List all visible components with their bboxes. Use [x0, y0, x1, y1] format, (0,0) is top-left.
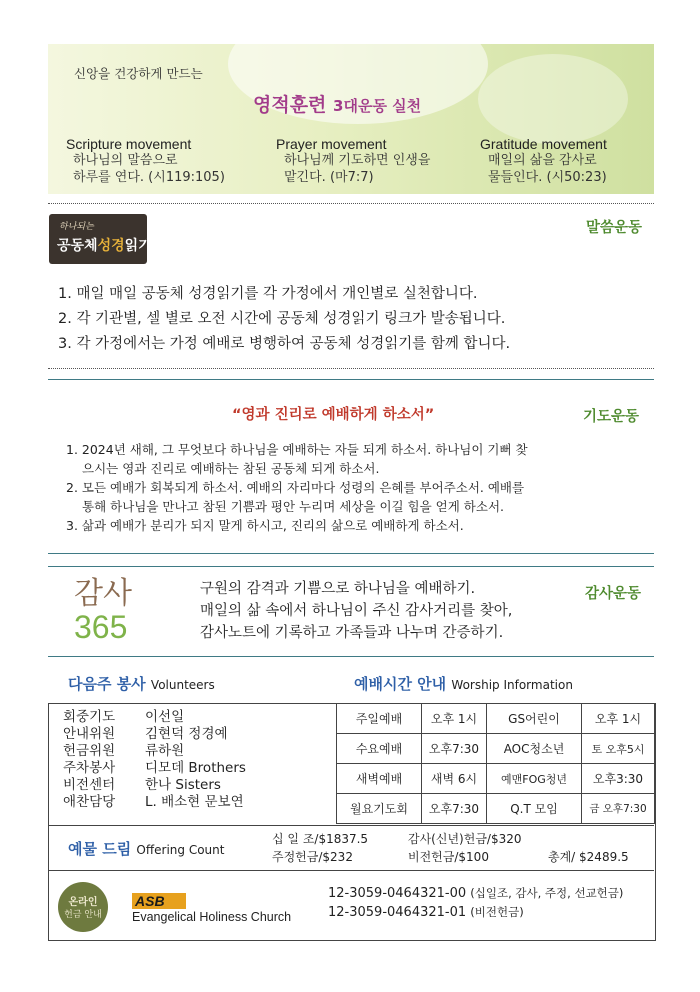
movement-title: Prayer movement [276, 136, 387, 152]
section-divider [48, 566, 654, 567]
prayer-quote: “영과 진리로 예배하게 하소서” [232, 407, 435, 423]
volunteer-role: 비전센터 [63, 777, 116, 793]
list-item-continued: 으시는 영과 진리로 예배하는 참된 공동체 되게 하소서. [82, 461, 380, 476]
list-item: 2. 각 기관별, 셀 별로 오전 시간에 공동체 성경읽기 링크가 발송됩니다. [58, 311, 506, 327]
bank-accounts [328, 884, 623, 922]
list-item-continued: 통해 하나님을 만나고 참된 기쁨과 평안 누리며 세상을 이길 힘을 얻게 하소서. [82, 499, 505, 514]
volunteer-name: 한나 Sisters [145, 777, 221, 793]
volunteers-list [63, 709, 333, 811]
table-cell: 새벽 6시 [422, 764, 487, 794]
logo-word: 공동체 [57, 238, 98, 254]
offering-tithe: 십 일 조/$1837.5 [272, 832, 369, 846]
account-row [328, 884, 623, 903]
offering-total: 총계/ $2489.5 [548, 850, 629, 864]
banner-title-main: 영적훈련 [253, 94, 327, 116]
volunteer-role: 애찬담당 [63, 794, 116, 810]
table-cell: 오후3:30 [582, 764, 655, 794]
badge-line: 온라인 [68, 897, 98, 908]
volunteer-name: 류하원 [145, 743, 185, 759]
heading-text: 다음주 봉사 [68, 675, 146, 693]
movement-line: 매일의 삶을 감사로 [488, 153, 597, 168]
movement-line: 맡긴다. (마7:7) [284, 170, 374, 185]
table-cell: 주일예배 [337, 704, 422, 734]
volunteer-role: 안내위원 [63, 726, 116, 742]
scripture-list [58, 282, 658, 357]
heading-english: Worship Information [451, 678, 573, 692]
table-row [337, 794, 655, 824]
gratitude-movement [480, 136, 652, 186]
asb-logo [132, 893, 186, 909]
offering-weekly: 주정헌금/$232 [272, 850, 353, 864]
prayer-movement [276, 136, 476, 186]
offering-line [272, 830, 652, 848]
table-cell: 금 오후7:30 [582, 794, 655, 824]
church-name: Evangelical Holiness Church [132, 910, 292, 924]
section-divider [48, 379, 654, 380]
gratitude-section-label: 감사운동 [585, 586, 642, 602]
volunteer-role: 회중기도 [63, 709, 116, 725]
offering-heading [68, 838, 224, 859]
volunteer-name: 김현덕 정경예 [145, 726, 228, 742]
offering-thanks: 감사(신년)헌금/$320 [408, 832, 522, 846]
heading-english: Offering Count [136, 843, 225, 857]
offering-line [272, 848, 652, 866]
volunteer-name: 이선일 [145, 709, 185, 725]
logo-small-text: 하나되는 [59, 222, 94, 232]
volunteer-role: 주차봉사 [63, 760, 116, 776]
table-cell: 오후 1시 [422, 704, 487, 734]
account-note: (비전헌금) [470, 905, 524, 919]
table-cell: 예맨FOG청년 [487, 764, 582, 794]
heading-text: 예배시간 안내 [354, 675, 447, 693]
volunteer-row [63, 760, 333, 777]
logo-bottom-text: 365 [74, 609, 128, 645]
banner-tagline: 신앙을 건강하게 만드는 [74, 66, 203, 81]
table-row [337, 734, 655, 764]
section-divider [48, 553, 654, 554]
volunteer-row [63, 743, 333, 760]
movement-line: 하루를 연다. (시119:105) [73, 170, 225, 185]
community-bible-reading-logo [49, 214, 152, 264]
banner-title-sub: 3대운동 실천 [333, 97, 422, 115]
table-cell: AOC청소년 [487, 734, 582, 764]
volunteer-name: L. 배소현 문보연 [145, 794, 244, 810]
account-note: (십일조, 감사, 주정, 선교헌금) [470, 886, 624, 900]
volunteer-role: 헌금위원 [63, 743, 116, 759]
logo-main-text [57, 235, 152, 255]
asb-logo-text: ASB [135, 893, 165, 909]
volunteers-heading [68, 673, 215, 694]
table-cell: GS어린이 [487, 704, 582, 734]
section-divider [48, 203, 654, 204]
spiritual-training-banner [48, 44, 654, 194]
movement-line: 물들인다. (시50:23) [488, 170, 607, 185]
logo-word: 읽기 [124, 238, 152, 254]
offering-summary [272, 830, 652, 866]
volunteer-name: 디모데 Brothers [145, 760, 246, 776]
table-row [337, 764, 655, 794]
list-item: 2. 모든 예배가 회복되게 하소서. 예배의 자리마다 성령의 은혜를 부어주소서. 예배를 [66, 480, 525, 495]
gratitude-lines [200, 578, 512, 644]
volunteer-row [63, 777, 333, 794]
movement-title: Gratitude movement [480, 136, 607, 152]
online-offering-badge [58, 882, 108, 932]
account-number[interactable]: 12-3059-0464321-00 [328, 886, 467, 901]
heading-text: 예물 드림 [68, 840, 132, 858]
movement-line: 하나님의 말씀으로 [73, 153, 178, 168]
table-cell: 오후7:30 [422, 794, 487, 824]
table-cell: 오후7:30 [422, 734, 487, 764]
worship-schedule-table [336, 703, 655, 824]
volunteer-row [63, 709, 333, 726]
movement-title: Scripture movement [66, 136, 192, 152]
logo-word-highlight: 성경 [97, 238, 125, 254]
row-divider [48, 825, 654, 826]
movement-line: 하나님께 기도하면 인생을 [284, 153, 431, 168]
list-item: 3. 각 가정에서는 가정 예배로 병행하여 공동체 성경읽기를 함께 합니다. [58, 336, 511, 352]
prayer-section-label: 기도운동 [583, 409, 640, 425]
heading-english: Volunteers [150, 678, 215, 692]
list-item: 1. 매일 매일 공동체 성경읽기를 각 가정에서 개인별로 실천합니다. [58, 286, 478, 302]
gratitude-line: 매일의 삶 속에서 하나님이 주신 감사거리를 찾아, [200, 603, 513, 619]
worship-heading [354, 673, 573, 694]
row-divider [48, 870, 654, 871]
account-row [328, 903, 623, 922]
banner-title [253, 90, 421, 117]
volunteer-row [63, 726, 333, 743]
list-item: 1. 2024년 새해, 그 무엇보다 하나님을 예배하는 자들 되게 하소서. 하나님이 기뻐 찾 [66, 442, 528, 457]
list-item: 3. 삶과 예배가 분리가 되지 말게 하시고, 진리의 삶으로 예배하게 하소서. [66, 518, 464, 533]
gratitude-365-logo [74, 578, 144, 644]
table-cell: 월요기도회 [337, 794, 422, 824]
prayer-list [66, 440, 652, 535]
table-cell: 수요예배 [337, 734, 422, 764]
volunteer-row [63, 794, 333, 811]
table-cell: Q.T 모임 [487, 794, 582, 824]
badge-line: 헌금 안내 [64, 910, 102, 920]
offering-vision: 비전헌금/$100 [408, 850, 489, 864]
table-cell: 오후 1시 [582, 704, 655, 734]
table-row [337, 704, 655, 734]
gratitude-line: 구원의 감격과 기쁨으로 하나님을 예배하기. [200, 581, 476, 597]
logo-top-text: 감사 [74, 576, 132, 611]
gratitude-line: 감사노트에 기록하고 가족들과 나누며 간증하기. [200, 625, 504, 641]
section-divider [48, 368, 654, 369]
scripture-section-label: 말씀운동 [586, 220, 643, 236]
account-number[interactable]: 12-3059-0464321-01 [328, 905, 467, 920]
table-cell: 토 오후5시 [582, 734, 655, 764]
section-divider [48, 656, 654, 657]
scripture-movement [66, 136, 266, 186]
table-cell: 새벽예배 [337, 764, 422, 794]
